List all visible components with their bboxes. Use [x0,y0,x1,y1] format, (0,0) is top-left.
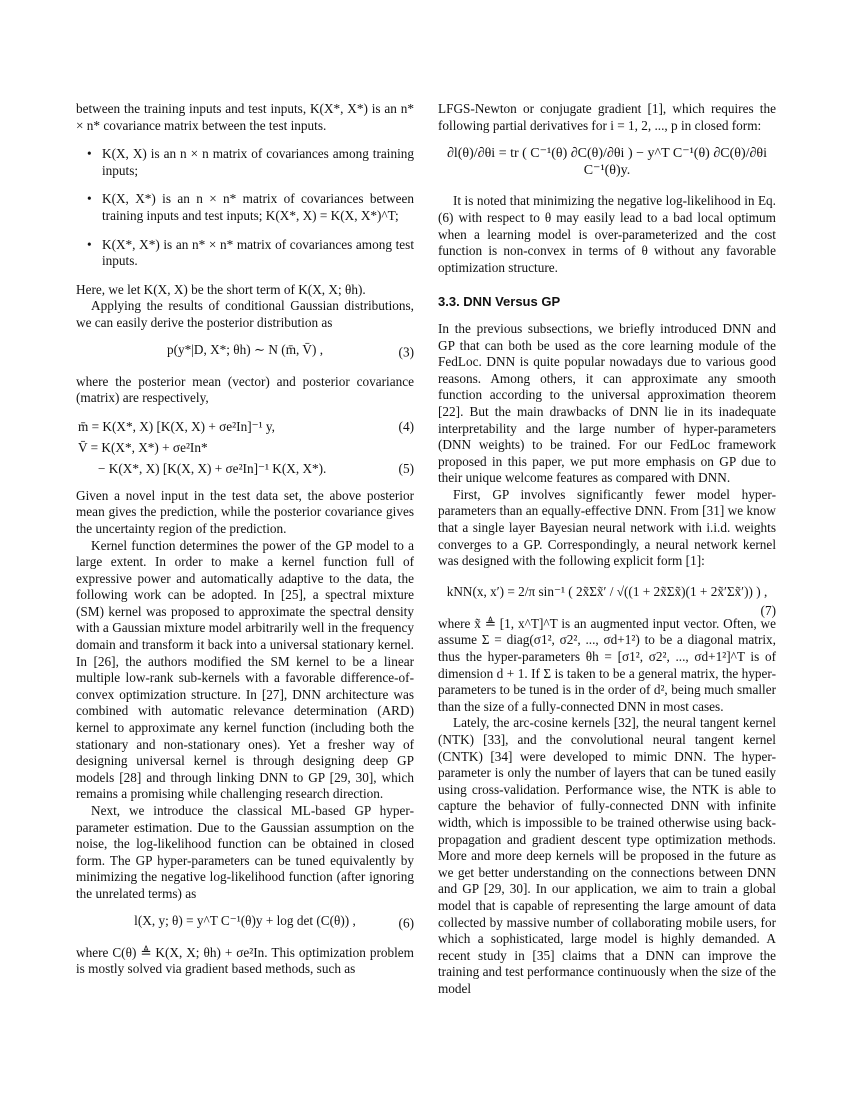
equation-3 [76,342,414,364]
section-heading: 3.3. DNN Versus GP [438,294,561,310]
paragraph: First, GP involves significantly fewer model hyper-parameters than an equally-effective DNN. From [31] we know that a single layer Bayesian neural network with i.i.d. weights converges to a GP. Correspondingly, a neural network kernel was designed with the following explicit form [1]: [438,486,776,569]
left-column [76,101,414,978]
list-item-text: K(X, X*) is an n × n* matrix of covariances between training inputs and test inputs; K(X*, X) = K(X, X*)^T; [102,191,414,223]
list-item: • K(X, X*) is an n × n* matrix of covariances between training inputs and test inputs; K(X*, X) = K(X, X*)^T; [87,191,414,223]
paragraph: where x̃ ≜ [1, x^T]^T is an augmented input vector. Often, we assume Σ = diag(σ1², σ2², ..., σd+1²) to be a diagonal matrix, thus the hyper-parameters θh = [σ1², σ2², ..., σd+1²]^T is of dimension d + 1. If Σ is taken to be a general matrix, the hyper-parameters to be tuned is in the order of d², being much smaller than the size of a fully-connected DNN in most cases. [438,615,776,714]
paragraph: Kernel function determines the power of the GP model to a large extent. In order to make a kernel function full of expressive power and automatically adaptive to the data, the following work can be adopted. In [25], a spectral mixture (SM) kernel was proposed to approximate the spectral density with a Gaussian mixture model arbitrarily well in the frequency domain and transform it back into a universal stationary kernel. In [26], the authors modified the SM kernel to be a linear multiple low-rank sub-kernels with a favorable difference-of-convex optimization structure. In [27], DNN architecture was combined with automatic relevance determination (ARD) kernel to approximate any kernel function (including both the stationary and non-stationary ones). Yet a fresher way of designing universal kernel is through designing deep GP models [28] and through linking DNN to GP [29, 30], which remains a promising while challenging research direction. [76,537,414,802]
paragraph: Applying the results of conditional Gaussian distributions, we can easily derive the posterior distribution as [76,298,414,330]
equation-text: ∂l(θ)/∂θi = tr ( C⁻¹(θ) ∂C(θ)/∂θi ) − y^T C⁻¹(θ) ∂C(θ)/∂θi C⁻¹(θ)y. [446,146,768,178]
paragraph: In the previous subsections, we briefly introduced DNN and GP that can both be used as the core learning module of the FedLoc. DNN is quite popular nowadays due to various good reasons. Among others, it can approximate any smooth function according to the universal approximation theorem [22]. But the main drawbacks of DNN lie in its inadequate interpretability and the large number of hyper-parameters (DNN weights) to be trained. For our FedLoc framework proposed in this paper, we put more emphasis on GP due to their unique welcome features as compared with DNN. [438,320,776,486]
paragraph: LFGS-Newton or conjugate gradient [1], which requires the following partial derivatives for i = 1, 2, ..., p in closed form: [438,101,776,133]
bullet-list [76,146,414,270]
list-item-text: K(X*, X*) is an n* × n* matrix of covariances among test inputs. [102,236,414,269]
paragraph: where C(θ) ≜ K(X, X; θh) + σe²In. This optimization problem is mostly solved via gradient based methods, such as [76,944,414,977]
equation-derivative [438,146,776,179]
equation-number: (4) [398,418,414,434]
equations-4-5 [76,416,414,480]
equation-text: − K(X*, X) [K(X, X) + σe²In]⁻¹ K(X, X*). [98,460,327,476]
paragraph: It is noted that minimizing the negative log-likelihood in Eq.(6) with respect to θ may easily lead to a bad local optimum when a learning model is over-parameterized and the cost function is non-convex in terms of θ without any favorable optimization structure. [438,193,776,275]
right-column [438,101,776,998]
list-item-text: K(X, X) is an n × n matrix of covariances among training inputs; [102,146,414,178]
equation-number: (6) [398,915,414,931]
equation-text: kNN(x, x′) = 2/π sin⁻¹ ( 2x̃Σx̃′ / √((1 + 2x̃Σx̃)(1 + 2x̃′Σx̃′)) ) , [446,583,768,599]
equation-number: (5) [398,460,414,476]
equation-text: p(y*|D, X*; θh) ∼ N (m̄, V̄) , [166,341,324,357]
equation-7 [438,583,776,619]
equation-number: (7) [760,603,776,619]
list-item: • K(X, X) is an n × n matrix of covariances among training inputs; [87,146,414,178]
equation-text: V̄ = K(X*, X*) + σe²In* [78,439,208,455]
paragraph: Lately, the arc-cosine kernels [32], the neural tangent kernel (NTK) [33], and the convolutional neural tangent kernel (CNTK) [34] were developed to mimic DNN. The hyper-parameter is only the number of layers that can be tuned easily using cross-validation. Performance wise, the NTK is able to capture the behavior of fully-connected DNN with infinite width, which is impossible to be trained otherwise using back-propagation and gradient descent type optimization methods. More and more deep kernels will be proposed in the future as we get better understanding on the connections between DNN and GP [29, 30]. In our application, we aim to train a global model that is capable of representing the large amount of data collected by massive number of collaborating mobile users, for which a sophisticated, large model is highly demanded. A recent study in [35] claims that a DNN can improve the training and test performance continuously when the size of the model [438,715,776,996]
equation-number: (3) [398,344,414,360]
paragraph: Given a novel input in the test data set, the above posterior mean gives the prediction, while the posterior covariance gives the uncertainty region of the prediction. [76,487,414,536]
paragraph: Next, we introduce the classical ML-based GP hyper-parameter estimation. Due to the Gaussian assumption on the noise, the log-likelihood function can be obtained in closed form. The GP hyper-parameters can be tuned equivalently by minimizing the negative log-likelihood function (after ignoring the unrelated terms) as [76,803,414,901]
equation-6 [76,913,414,935]
paragraph: Here, we let K(X, X) be the short term of K(X, X; θh). [76,281,366,297]
equation-text: m̄ = K(X*, X) [K(X, X) + σe²In]⁻¹ y, [78,418,275,434]
equation-text: l(X, y; θ) = y^T C⁻¹(θ)y + log det (C(θ)) , [134,912,356,928]
paragraph: between the training inputs and test inputs, K(X*, X*) is an n* × n* covariance matrix between the test inputs. [76,101,414,133]
paragraph: where the posterior mean (vector) and posterior covariance (matrix) are respectively, [76,373,414,406]
list-item: • K(X*, X*) is an n* × n* matrix of covariances among test inputs. [87,236,414,269]
